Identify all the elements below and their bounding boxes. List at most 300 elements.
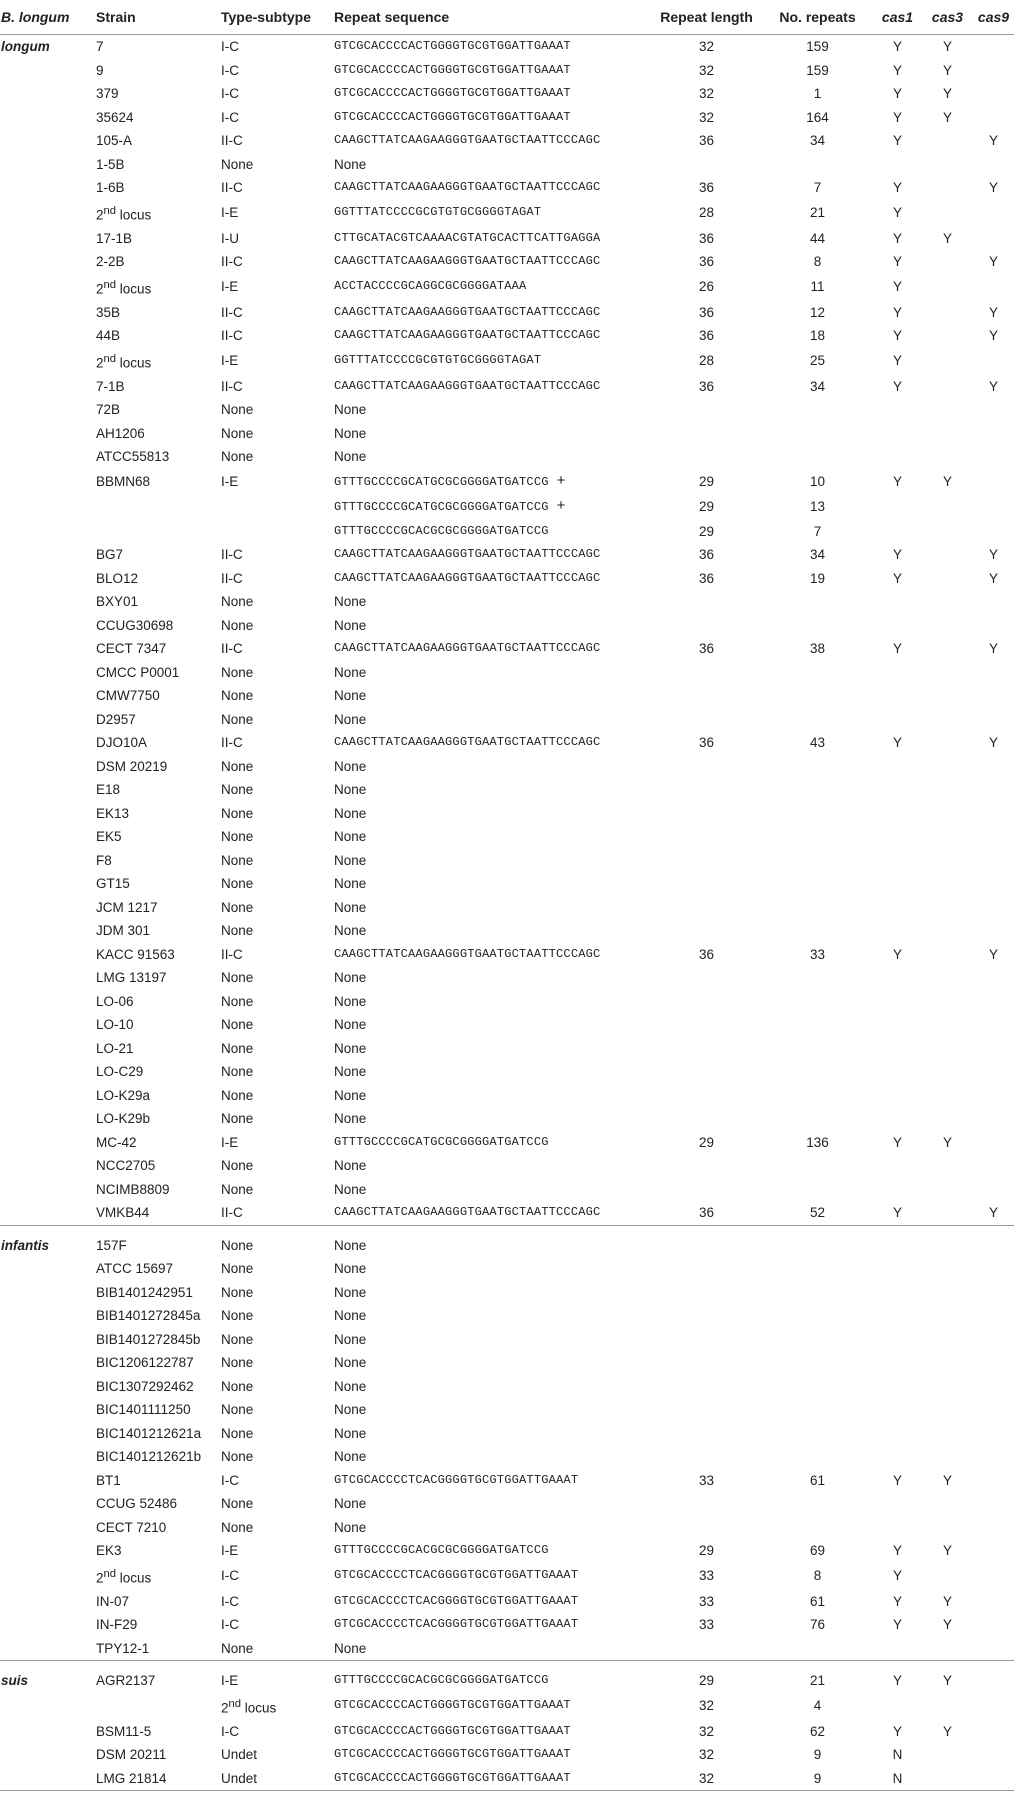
repeat-length-cell [651, 778, 762, 802]
species-cell [0, 348, 96, 375]
type-subtype-cell [221, 825, 334, 849]
no-repeats-cell [762, 1037, 873, 1061]
no-repeats-cell [762, 990, 873, 1014]
strain-name: 2-2B [96, 254, 125, 269]
repeat-sequence-cell [334, 1637, 651, 1661]
no-repeats: 21 [809, 1673, 826, 1688]
cas1-value: Y [892, 547, 902, 562]
type-subtype: None [221, 1040, 254, 1056]
table-row [0, 106, 1014, 130]
repeat-sequence: GTCGCACCCCTCACGGGGTGCGTGGATTGAAAT [334, 1472, 579, 1487]
cas1-value: Y [892, 328, 902, 343]
cas3-cell [922, 250, 973, 274]
cas3-value: Y [942, 86, 952, 101]
repeat-length-cell [651, 1107, 762, 1131]
type-subtype-cell [221, 375, 334, 399]
cas3-cell [922, 1613, 973, 1637]
repeat-sequence-cell [334, 1225, 651, 1257]
cas3-cell [922, 778, 973, 802]
repeat-length-cell [651, 1281, 762, 1305]
strain-cell [96, 966, 221, 990]
cas9-cell [973, 324, 1014, 348]
repeat-length: 28 [698, 205, 715, 221]
type-subtype-cell [221, 755, 334, 779]
no-repeats-cell [762, 1743, 873, 1767]
cas1-cell [873, 324, 922, 348]
no-repeats-cell [762, 176, 873, 200]
no-repeats-cell [762, 1013, 873, 1037]
repeat-length: 33 [698, 1617, 715, 1632]
type-subtype-cell [221, 802, 334, 826]
repeat-length-cell [651, 872, 762, 896]
cas1-cell [873, 708, 922, 732]
strain-name: BBMN68 [96, 473, 151, 489]
strain-name: VMKB44 [96, 1205, 150, 1220]
type-subtype-cell [221, 176, 334, 200]
cas9-cell [973, 919, 1014, 943]
repeat-sequence: None [334, 1331, 367, 1347]
cas1-value: Y [892, 946, 902, 962]
cas1-cell [873, 1743, 922, 1767]
repeat-sequence: None [334, 1378, 367, 1394]
repeat-sequence-cell [334, 778, 651, 802]
no-repeats: 52 [809, 1205, 826, 1220]
strain-suffix: locus [116, 207, 152, 222]
species-cell [0, 398, 96, 422]
table-row [0, 1178, 1014, 1202]
cas9-cell [973, 59, 1014, 83]
strain-name: CECT 7210 [96, 1519, 167, 1535]
strain-cell [96, 1693, 221, 1720]
repeat-sequence: None [334, 1519, 367, 1535]
no-repeats: 4 [813, 1698, 822, 1714]
cas1-cell [873, 1445, 922, 1469]
type-subtype: None [221, 1284, 254, 1300]
no-repeats-cell [762, 1613, 873, 1637]
strain-cell [96, 227, 221, 251]
repeat-length-cell [651, 896, 762, 920]
type-subtype-cell [221, 1637, 334, 1661]
cas1-cell [873, 1398, 922, 1422]
table-row [0, 59, 1014, 83]
repeat-sequence-cell [334, 520, 651, 544]
cas1-value: Y [892, 86, 902, 101]
strain-cell [96, 375, 221, 399]
repeat-length-cell [651, 708, 762, 732]
table-row [0, 590, 1014, 614]
species-name: infantis [1, 1237, 50, 1253]
cas3-cell [922, 684, 973, 708]
species-cell [0, 1375, 96, 1399]
no-repeats-cell [762, 1661, 873, 1693]
cas9-cell [973, 1661, 1014, 1693]
repeat-sequence-cell [334, 1720, 651, 1744]
cas9-cell [973, 1131, 1014, 1155]
type-subtype: None [221, 617, 254, 633]
cas1-value: Y [892, 1543, 902, 1558]
repeat-length-cell [651, 129, 762, 153]
cas1-value: N [892, 1770, 903, 1786]
table-row [0, 543, 1014, 567]
repeat-sequence-cell [334, 1492, 651, 1516]
type-subtype: None [221, 782, 254, 797]
repeat-sequence: None [334, 664, 367, 680]
cas3-cell [922, 1661, 973, 1693]
type-subtype-cell [221, 543, 334, 567]
no-repeats-cell [762, 1304, 873, 1328]
strain-cell [96, 445, 221, 469]
strain-name: LO-10 [96, 1017, 134, 1032]
repeat-length-cell [651, 825, 762, 849]
species-cell [0, 1539, 96, 1563]
repeat-length: 29 [698, 523, 715, 539]
table-row [0, 1693, 1014, 1720]
strain-cell [96, 1767, 221, 1791]
strain-cell [96, 1492, 221, 1516]
repeat-length-cell [651, 422, 762, 446]
no-repeats-cell [762, 200, 873, 227]
cas1-cell [873, 1516, 922, 1540]
repeat-sequence: CAAGCTTATCAAGAAGGGTGAATGCTAATTCCCAGC [334, 254, 601, 268]
cas9-cell [973, 1257, 1014, 1281]
repeat-sequence: None [334, 688, 367, 703]
type-subtype-cell [221, 324, 334, 348]
repeat-sequence-cell [334, 637, 651, 661]
strain-cell [96, 1398, 221, 1422]
type-subtype-cell [221, 398, 334, 422]
strain-name: AGR2137 [96, 1673, 156, 1688]
table-row [0, 1590, 1014, 1614]
cas1-value: Y [892, 1593, 902, 1609]
cas1-cell [873, 176, 922, 200]
no-repeats-cell [762, 59, 873, 83]
species-cell [0, 637, 96, 661]
type-subtype-cell [221, 1351, 334, 1375]
table-row [0, 1445, 1014, 1469]
type-subtype: None [221, 1237, 254, 1253]
repeat-length-cell [651, 1037, 762, 1061]
repeat-sequence: None [334, 1425, 367, 1441]
type-subtype: I-C [221, 1617, 239, 1632]
no-repeats-cell [762, 1328, 873, 1352]
species-cell [0, 755, 96, 779]
table-row [0, 274, 1014, 301]
repeat-sequence-cell [334, 422, 651, 446]
strain-cell [96, 1225, 221, 1257]
no-repeats: 61 [809, 1593, 826, 1609]
no-repeats-cell [762, 943, 873, 967]
no-repeats-cell [762, 398, 873, 422]
repeat-length: 32 [698, 39, 715, 54]
repeat-length-cell [651, 1539, 762, 1563]
species-cell [0, 590, 96, 614]
header-cas9: cas9 [973, 0, 1014, 35]
repeat-length-cell [651, 153, 762, 177]
repeat-sequence: GTCGCACCCCTCACGGGGTGCGTGGATTGAAAT [334, 1568, 579, 1583]
cas3-cell [922, 919, 973, 943]
cas3-cell [922, 301, 973, 325]
cas1-cell [873, 1060, 922, 1084]
strain-cell [96, 1304, 221, 1328]
repeat-length-cell [651, 661, 762, 685]
repeat-sequence: CAAGCTTATCAAGAAGGGTGAATGCTAATTCCCAGC [334, 735, 601, 749]
cas1-cell [873, 1178, 922, 1202]
no-repeats: 34 [809, 378, 826, 394]
type-subtype: None [221, 1087, 254, 1103]
type-subtype: I-E [221, 473, 239, 489]
strain-cell [96, 637, 221, 661]
cas1-cell [873, 1720, 922, 1744]
type-subtype: None [221, 711, 254, 727]
repeat-sequence: None [334, 1158, 367, 1173]
no-repeats-cell [762, 445, 873, 469]
strain-name: BT1 [96, 1472, 121, 1488]
cas3-cell [922, 1539, 973, 1563]
repeat-length-cell [651, 1445, 762, 1469]
cas1-cell [873, 896, 922, 920]
type-subtype-cell [221, 106, 334, 130]
repeat-length-cell [651, 849, 762, 873]
table-row [0, 1013, 1014, 1037]
type-subtype: II-C [221, 180, 243, 195]
table-row [0, 1516, 1014, 1540]
cas9-cell [973, 731, 1014, 755]
no-repeats-cell [762, 708, 873, 732]
no-repeats-cell [762, 494, 873, 520]
repeat-sequence-cell [334, 469, 651, 495]
cas3-value: Y [942, 39, 952, 54]
header-repeat-sequence: Repeat sequence [334, 0, 651, 35]
cas1-cell [873, 1304, 922, 1328]
repeat-length: 36 [698, 547, 715, 562]
table-row [0, 1154, 1014, 1178]
table-row [0, 445, 1014, 469]
type-subtype: None [221, 1064, 254, 1079]
cas1-value: Y [892, 133, 902, 148]
type-subtype-cell [221, 1084, 334, 1108]
cas1-cell [873, 778, 922, 802]
species-cell [0, 943, 96, 967]
repeat-sequence: None [334, 1087, 367, 1103]
type-subtype: None [221, 449, 254, 464]
type-subtype-cell [221, 348, 334, 375]
strain-cell [96, 802, 221, 826]
cas1-value: Y [892, 1673, 902, 1688]
no-repeats: 13 [809, 499, 826, 514]
cas9-value: Y [988, 946, 998, 962]
strain-cell [96, 543, 221, 567]
cas1-value: Y [892, 1568, 902, 1584]
cas9-value: Y [988, 641, 998, 656]
strain-name: IN-F29 [96, 1617, 138, 1632]
strain-cell [96, 1613, 221, 1637]
no-repeats: 164 [806, 109, 829, 125]
table-row [0, 324, 1014, 348]
table-row [0, 1304, 1014, 1328]
strain-cell [96, 1013, 221, 1037]
strain-suffix: locus [116, 1570, 152, 1585]
cas3-cell [922, 1351, 973, 1375]
type-subtype-cell [221, 82, 334, 106]
table-row [0, 176, 1014, 200]
no-repeats-cell [762, 1107, 873, 1131]
no-repeats-cell [762, 590, 873, 614]
cas9-cell [973, 1225, 1014, 1257]
type-subtype-cell [221, 1154, 334, 1178]
type-subtype: I-C [221, 62, 239, 78]
no-repeats-cell [762, 1060, 873, 1084]
repeat-sequence-cell [334, 731, 651, 755]
cas3-cell [922, 1422, 973, 1446]
cas1-cell [873, 1351, 922, 1375]
type-subtype-cell [221, 250, 334, 274]
species-cell [0, 731, 96, 755]
repeat-sequence: None [334, 594, 367, 609]
repeat-sequence-cell [334, 1107, 651, 1131]
repeat-sequence: None [334, 1181, 367, 1197]
cas3-cell [922, 637, 973, 661]
table-row [0, 1661, 1014, 1693]
cas9-cell [973, 825, 1014, 849]
species-cell [0, 153, 96, 177]
table-row [0, 1225, 1014, 1257]
repeat-length-cell [651, 494, 762, 520]
cas1-cell [873, 966, 922, 990]
repeat-length-cell [651, 1060, 762, 1084]
cas9-cell [973, 1516, 1014, 1540]
cas3-cell [922, 1107, 973, 1131]
table-row [0, 375, 1014, 399]
table-row [0, 708, 1014, 732]
no-repeats: 159 [806, 62, 829, 78]
header-repeat-length: Repeat length [651, 0, 762, 35]
strain-name: JDM 301 [96, 923, 151, 938]
repeat-length: 32 [698, 86, 715, 101]
cas9-cell [973, 614, 1014, 638]
species-cell [0, 1225, 96, 1257]
cas3-cell [922, 445, 973, 469]
repeat-sequence: None [334, 617, 367, 633]
cas1-cell [873, 1613, 922, 1637]
species-cell [0, 129, 96, 153]
repeat-length: 36 [698, 328, 715, 343]
no-repeats-cell [762, 274, 873, 301]
table-row [0, 1201, 1014, 1225]
repeat-sequence-cell [334, 494, 651, 520]
repeat-length-cell [651, 1398, 762, 1422]
cas3-cell [922, 82, 973, 106]
species-cell [0, 1013, 96, 1037]
table-row [0, 1328, 1014, 1352]
species-cell [0, 1351, 96, 1375]
type-subtype-cell [221, 919, 334, 943]
type-subtype: I-E [221, 353, 239, 369]
no-repeats-cell [762, 301, 873, 325]
cas9-cell [973, 1637, 1014, 1661]
repeat-sequence-cell [334, 825, 651, 849]
strain-cell [96, 106, 221, 130]
strain-name: LMG 13197 [96, 970, 167, 985]
species-cell [0, 802, 96, 826]
strain-cell [96, 990, 221, 1014]
strain-cell [96, 1328, 221, 1352]
repeat-length-cell [651, 543, 762, 567]
type-subtype: I-C [221, 109, 239, 125]
type-subtype-cell [221, 59, 334, 83]
no-repeats-cell [762, 1693, 873, 1720]
plus-sign: + [556, 471, 566, 489]
repeat-sequence-cell [334, 708, 651, 732]
species-cell [0, 520, 96, 544]
repeat-sequence: None [334, 805, 367, 821]
type-subtype-cell [221, 1661, 334, 1693]
type-subtype: II-C [221, 641, 243, 656]
cas9-cell [973, 274, 1014, 301]
repeat-length: 33 [698, 1568, 715, 1584]
species-cell [0, 200, 96, 227]
strain-name: BIC1307292462 [96, 1378, 194, 1394]
strain-name: GT15 [96, 876, 130, 891]
cas1-cell [873, 106, 922, 130]
species-cell [0, 1281, 96, 1305]
header-strain: Strain [96, 0, 221, 35]
repeat-sequence: None [334, 1284, 367, 1300]
cas1-cell [873, 301, 922, 325]
species-cell [0, 1107, 96, 1131]
no-repeats: 8 [813, 1568, 822, 1584]
cas1-cell [873, 1281, 922, 1305]
strain-cell [96, 1469, 221, 1493]
type-subtype-cell [221, 1469, 334, 1493]
species-cell [0, 1637, 96, 1661]
type-subtype-cell [221, 661, 334, 685]
repeat-length-cell [651, 469, 762, 495]
cas1-cell [873, 1767, 922, 1791]
cas1-cell [873, 59, 922, 83]
species-cell [0, 422, 96, 446]
type-subtype: None [221, 1519, 254, 1535]
strain-cell [96, 1539, 221, 1563]
strain-name: EK13 [96, 805, 130, 821]
cas3-cell [922, 469, 973, 495]
type-subtype-cell [221, 1328, 334, 1352]
cas3-value: Y [942, 109, 952, 125]
repeat-sequence-cell [334, 1178, 651, 1202]
cas9-cell [973, 227, 1014, 251]
repeat-length-cell [651, 1469, 762, 1493]
repeat-length: 29 [698, 1543, 715, 1558]
no-repeats-cell [762, 1398, 873, 1422]
species-cell [0, 250, 96, 274]
cas9-cell [973, 200, 1014, 227]
type-subtype: None [221, 1158, 254, 1173]
no-repeats-cell [762, 1201, 873, 1225]
no-repeats: 10 [809, 473, 826, 489]
cas1-value: Y [892, 62, 902, 78]
strain-name: ATCC 15697 [96, 1261, 174, 1276]
cas3-cell [922, 1257, 973, 1281]
no-repeats-cell [762, 1445, 873, 1469]
type-subtype: None [221, 1378, 254, 1394]
species-name: suis [1, 1673, 29, 1688]
type-subtype-cell [221, 1304, 334, 1328]
species-cell [0, 1720, 96, 1744]
repeat-length-cell [651, 176, 762, 200]
cas9-cell [973, 896, 1014, 920]
repeat-length-cell [651, 966, 762, 990]
cas1-value: Y [892, 1134, 902, 1150]
repeat-sequence: ACCTACCCCGCAGGCGCGGGGATAAA [334, 279, 527, 294]
